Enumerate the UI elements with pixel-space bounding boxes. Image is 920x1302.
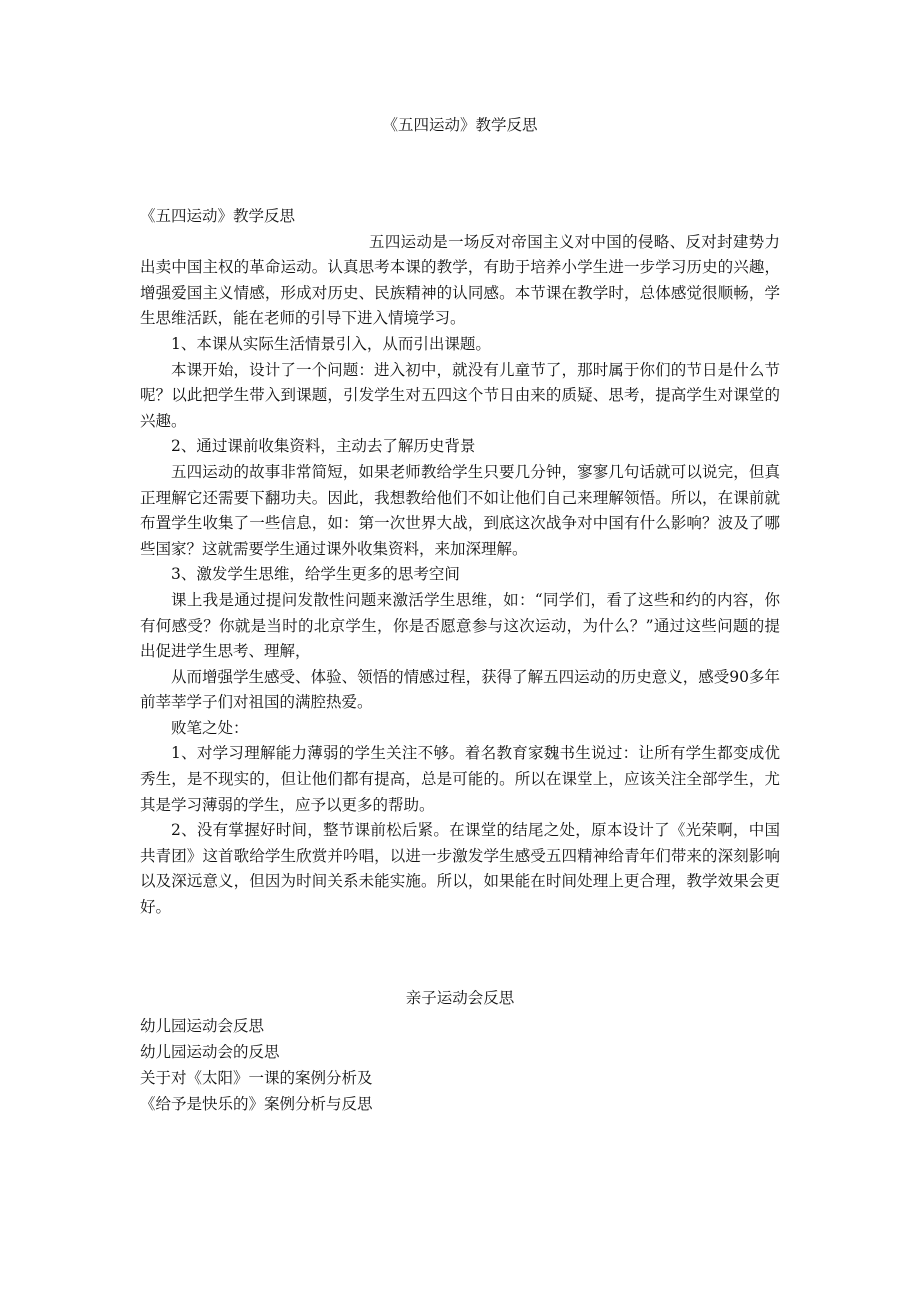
point-heading-2: 2、通过课前收集资料，主动去了解历史背景 (171, 437, 476, 456)
related-link[interactable]: 关于对《太阳》一课的案例分析及 (140, 1069, 373, 1087)
paragraph: 2、没有掌握好时间，整节课前松后紧。在课堂的结尾之处，原本设计了《光荣啊，中国共青团》这首歌给学生欣赏并吟唱，以进一步激发学生感受五四精神给青年们带来的深刻影响以及深远意义，但因为时间关系未能实施。所以，如果能在时间处理上更合理，教学效果会更好。 (140, 821, 780, 917)
paragraph-intro: 五四运动是一场反对帝国主义对中国的侵略、反对封建势力出卖中国主权的革命运动。认真思考本课的教学，有助于培养小学生进一步学习历史的兴趣，增强爱国主义情感，形成对历史、民族精神的认同感。本节课在教学时，总体感觉很顺畅，学生思维活跃，能在老师的引导下进入情境学习。 (140, 232, 780, 328)
paragraph: 从而增强学生感受、体验、领悟的情感过程，获得了解五四运动的历史意义，感受90多年前莘莘学子们对祖国的满腔热爱。 (140, 667, 780, 712)
shortcomings-heading: 败笔之处： (171, 718, 249, 737)
document-body (140, 204, 780, 921)
paragraph: 1、对学习理解能力薄弱的学生关注不够。着名教育家魏书生说过：让所有学生都变成优秀生，是不现实的，但让他们都有提高，总是可能的。所以在课堂上，应该关注全部学生，尤其是学习薄弱的学生，应予以更多的帮助。 (140, 744, 780, 814)
document-subtitle: 《五四运动》教学反思 (140, 207, 296, 225)
paragraph: 课上我是通过提问发散性问题来激活学生思维，如：“同学们，看了这些和约的内容，你有何感受？你就是当时的北京学生，你是否愿意参与这次运动，为什么？”通过这些问题的提出促进学生思考、理解， (140, 590, 780, 661)
related-link[interactable]: 幼儿园运动会反思 (140, 1017, 265, 1035)
point-heading-3: 3、激发学生思维，给学生更多的思考空间 (171, 565, 460, 584)
related-heading: 亲子运动会反思 (405, 989, 515, 1007)
related-articles (140, 985, 780, 1117)
related-link[interactable]: 《给予是快乐的》案例分析与反思 (140, 1095, 373, 1113)
paragraph: 本课开始，设计了一个问题：进入初中，就没有儿童节了，那时属于你们的节日是什么节呢？以此把学生带入到课题，引发学生对五四这个节日由来的质疑、思考，提高学生对课堂的兴趣。 (140, 360, 780, 430)
document-title: 《五四运动》教学反思 (382, 116, 538, 134)
related-link[interactable]: 幼儿园运动会的反思 (140, 1043, 280, 1061)
paragraph: 五四运动的故事非常简短，如果老师教给学生只要几分钟，寥寥几句话就可以说完，但真正理解它还需要下翻功夫。因此，我想教给他们不如让他们自己来理解领悟。所以，在课前就布置学生收集了一些信息，如：第一次世界大战，到底这次战争对中国有什么影响？波及了哪些国家？这就需要学生通过课外收集资料，来加深理解。 (140, 462, 780, 558)
point-heading-1: 1、本课从实际生活情景引入，从而引出课题。 (171, 334, 491, 353)
